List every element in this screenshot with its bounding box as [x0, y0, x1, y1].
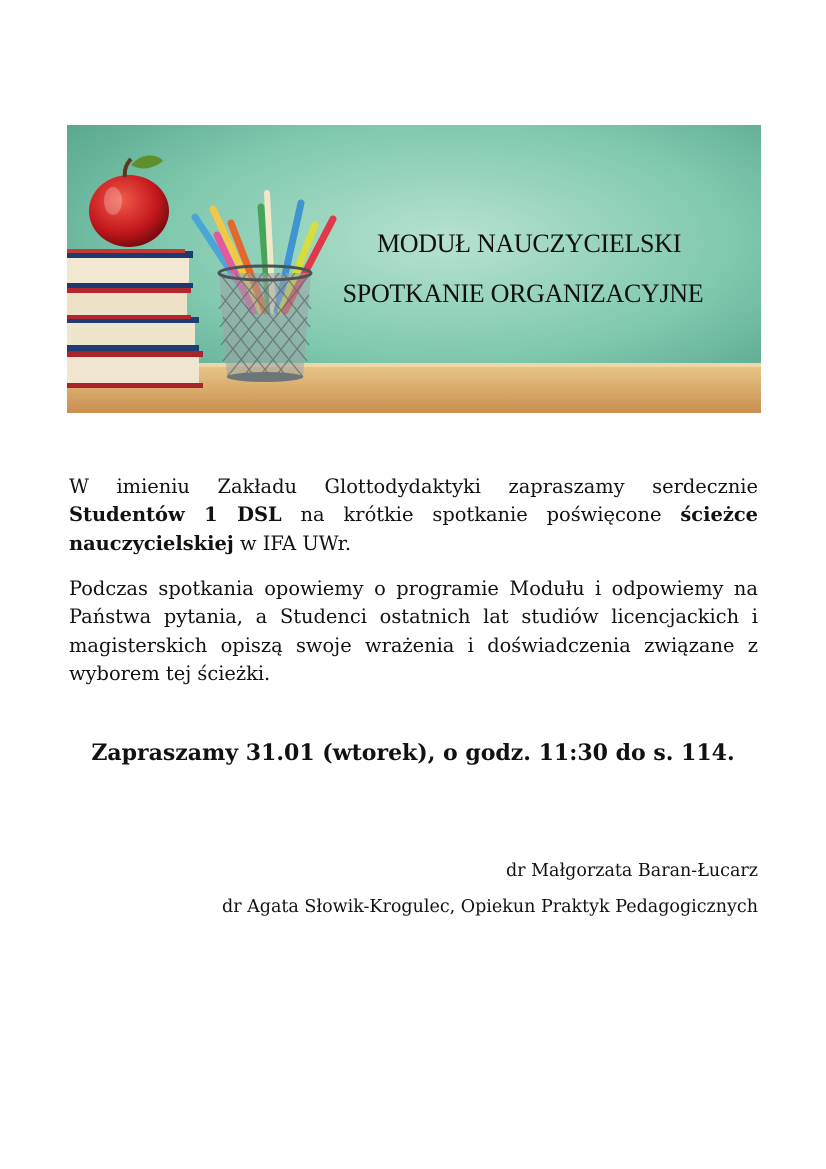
intro-text-1: W imieniu Zakładu Glottodydaktyki zapraszamy serdecznie	[69, 475, 758, 498]
invitation-line: Zapraszamy 31.01 (wtorek), o godz. 11:30 do s. 114.	[91, 740, 735, 766]
books-icon	[67, 249, 203, 388]
intro-paragraph	[69, 473, 758, 558]
intro-text-3: w IFA UWr.	[233, 531, 352, 555]
header-banner	[67, 125, 761, 413]
classroom-illustration	[67, 125, 761, 413]
signature-1: dr Małgorzata Baran-Łucarz	[505, 861, 758, 881]
details-paragraph: Podczas spotkania opowiemy o programie Modułu i odpowiemy na Państwa pytania, a Studenci ostatnich lat studiów licencjackich i magisterskich opiszą swoje wrażenia i doświadczenia związane z wyborem tej ścieżki.	[69, 577, 758, 686]
intro-bold-path: ścieżce nauczycielskiej	[69, 503, 758, 555]
banner-title-line2: SPOTKANIE ORGANIZACYJNE	[342, 279, 704, 308]
banner-title-line1: MODUŁ NAUCZYCIELSKI	[376, 229, 682, 258]
intro-bold-students: Studentów 1 DSL	[69, 503, 282, 527]
signature-2: dr Agata Słowik-Krogulec, Opiekun Praktyk Pedagogicznych	[222, 897, 758, 917]
intro-text-2: na krótkie spotkanie poświęcone	[281, 503, 681, 527]
